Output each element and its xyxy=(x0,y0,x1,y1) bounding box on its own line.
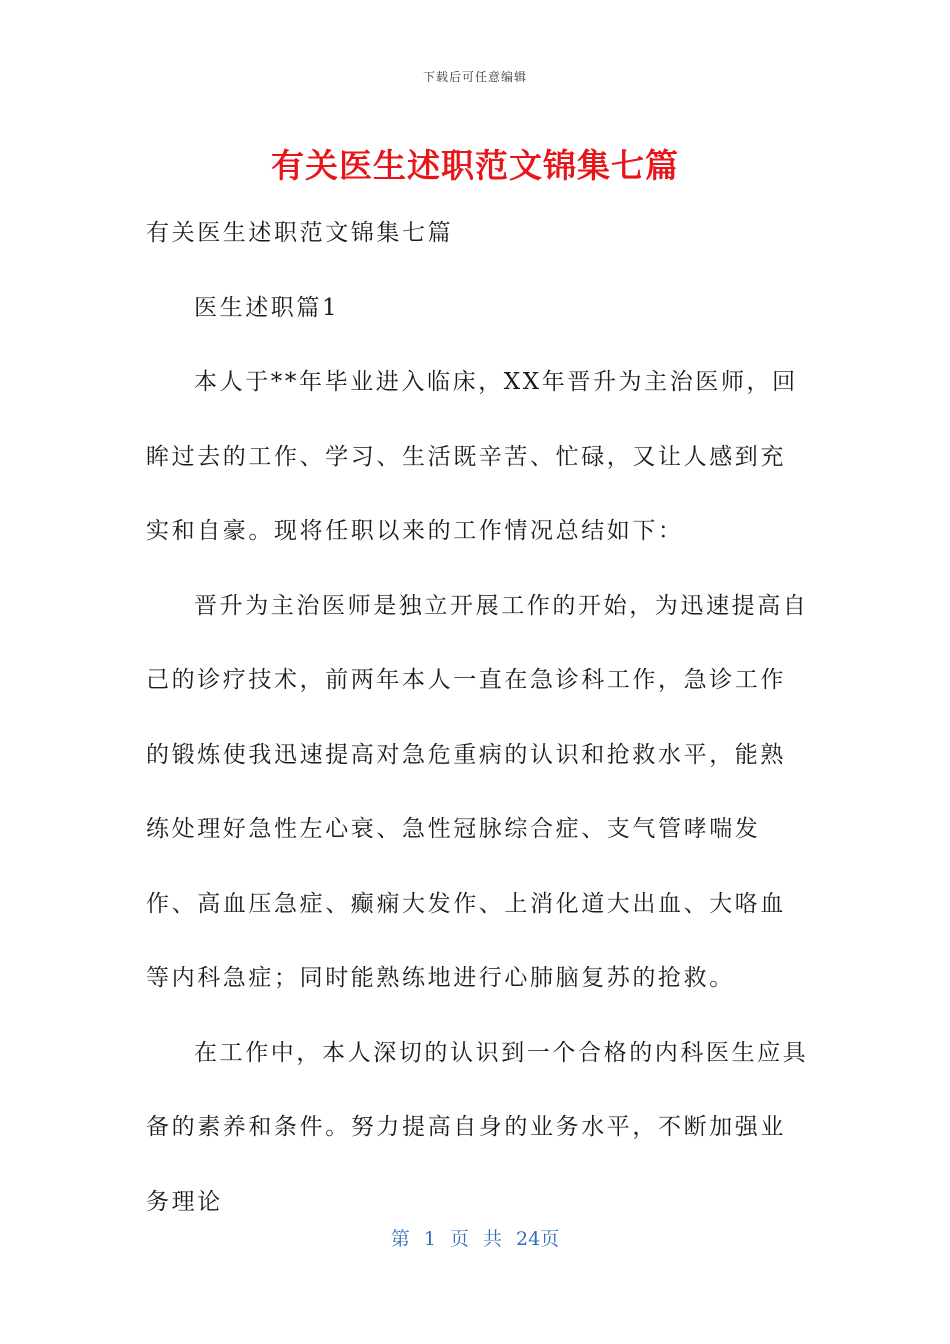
page-footer: 第 1 页 共 24页 xyxy=(390,1228,560,1250)
paragraph-1: 本人于**年毕业进入临床，XX年晋升为主治医师，回眸过去的工作、学习、生活既辛苦、忙碌，又让人感到充实和自豪。现将任职以来的工作情况总结如下： xyxy=(146,369,798,544)
paragraph-3: 在工作中，本人深切的认识到一个合格的内科医生应具备的素养和条件。努力提高自身的业务水平，不断加强业务理论 xyxy=(146,1039,809,1215)
section-heading: 医生述职篇1 xyxy=(194,294,340,321)
document-body xyxy=(146,196,811,1239)
paragraph-2: 晋升为主治医师是独立开展工作的开始，为迅速提高自己的诊疗技术，前两年本人一直在急诊科工作，急诊工作的锻炼使我迅速提高对急危重病的认识和抢救水平，能熟练处理好急性左心衰、急性冠脉综合症、支气管哮喘发作、高血压急症、癫痫大发作、上消化道大出血、大咯血等内科急症；同时能熟练地进行心肺脑复苏的抢救。 xyxy=(146,592,809,991)
document-title: 有关医生述职范文锦集七篇 xyxy=(271,146,679,185)
header-note: 下载后可任意编辑 xyxy=(422,70,527,84)
subtitle-line: 有关医生述职范文锦集七篇 xyxy=(146,220,454,246)
